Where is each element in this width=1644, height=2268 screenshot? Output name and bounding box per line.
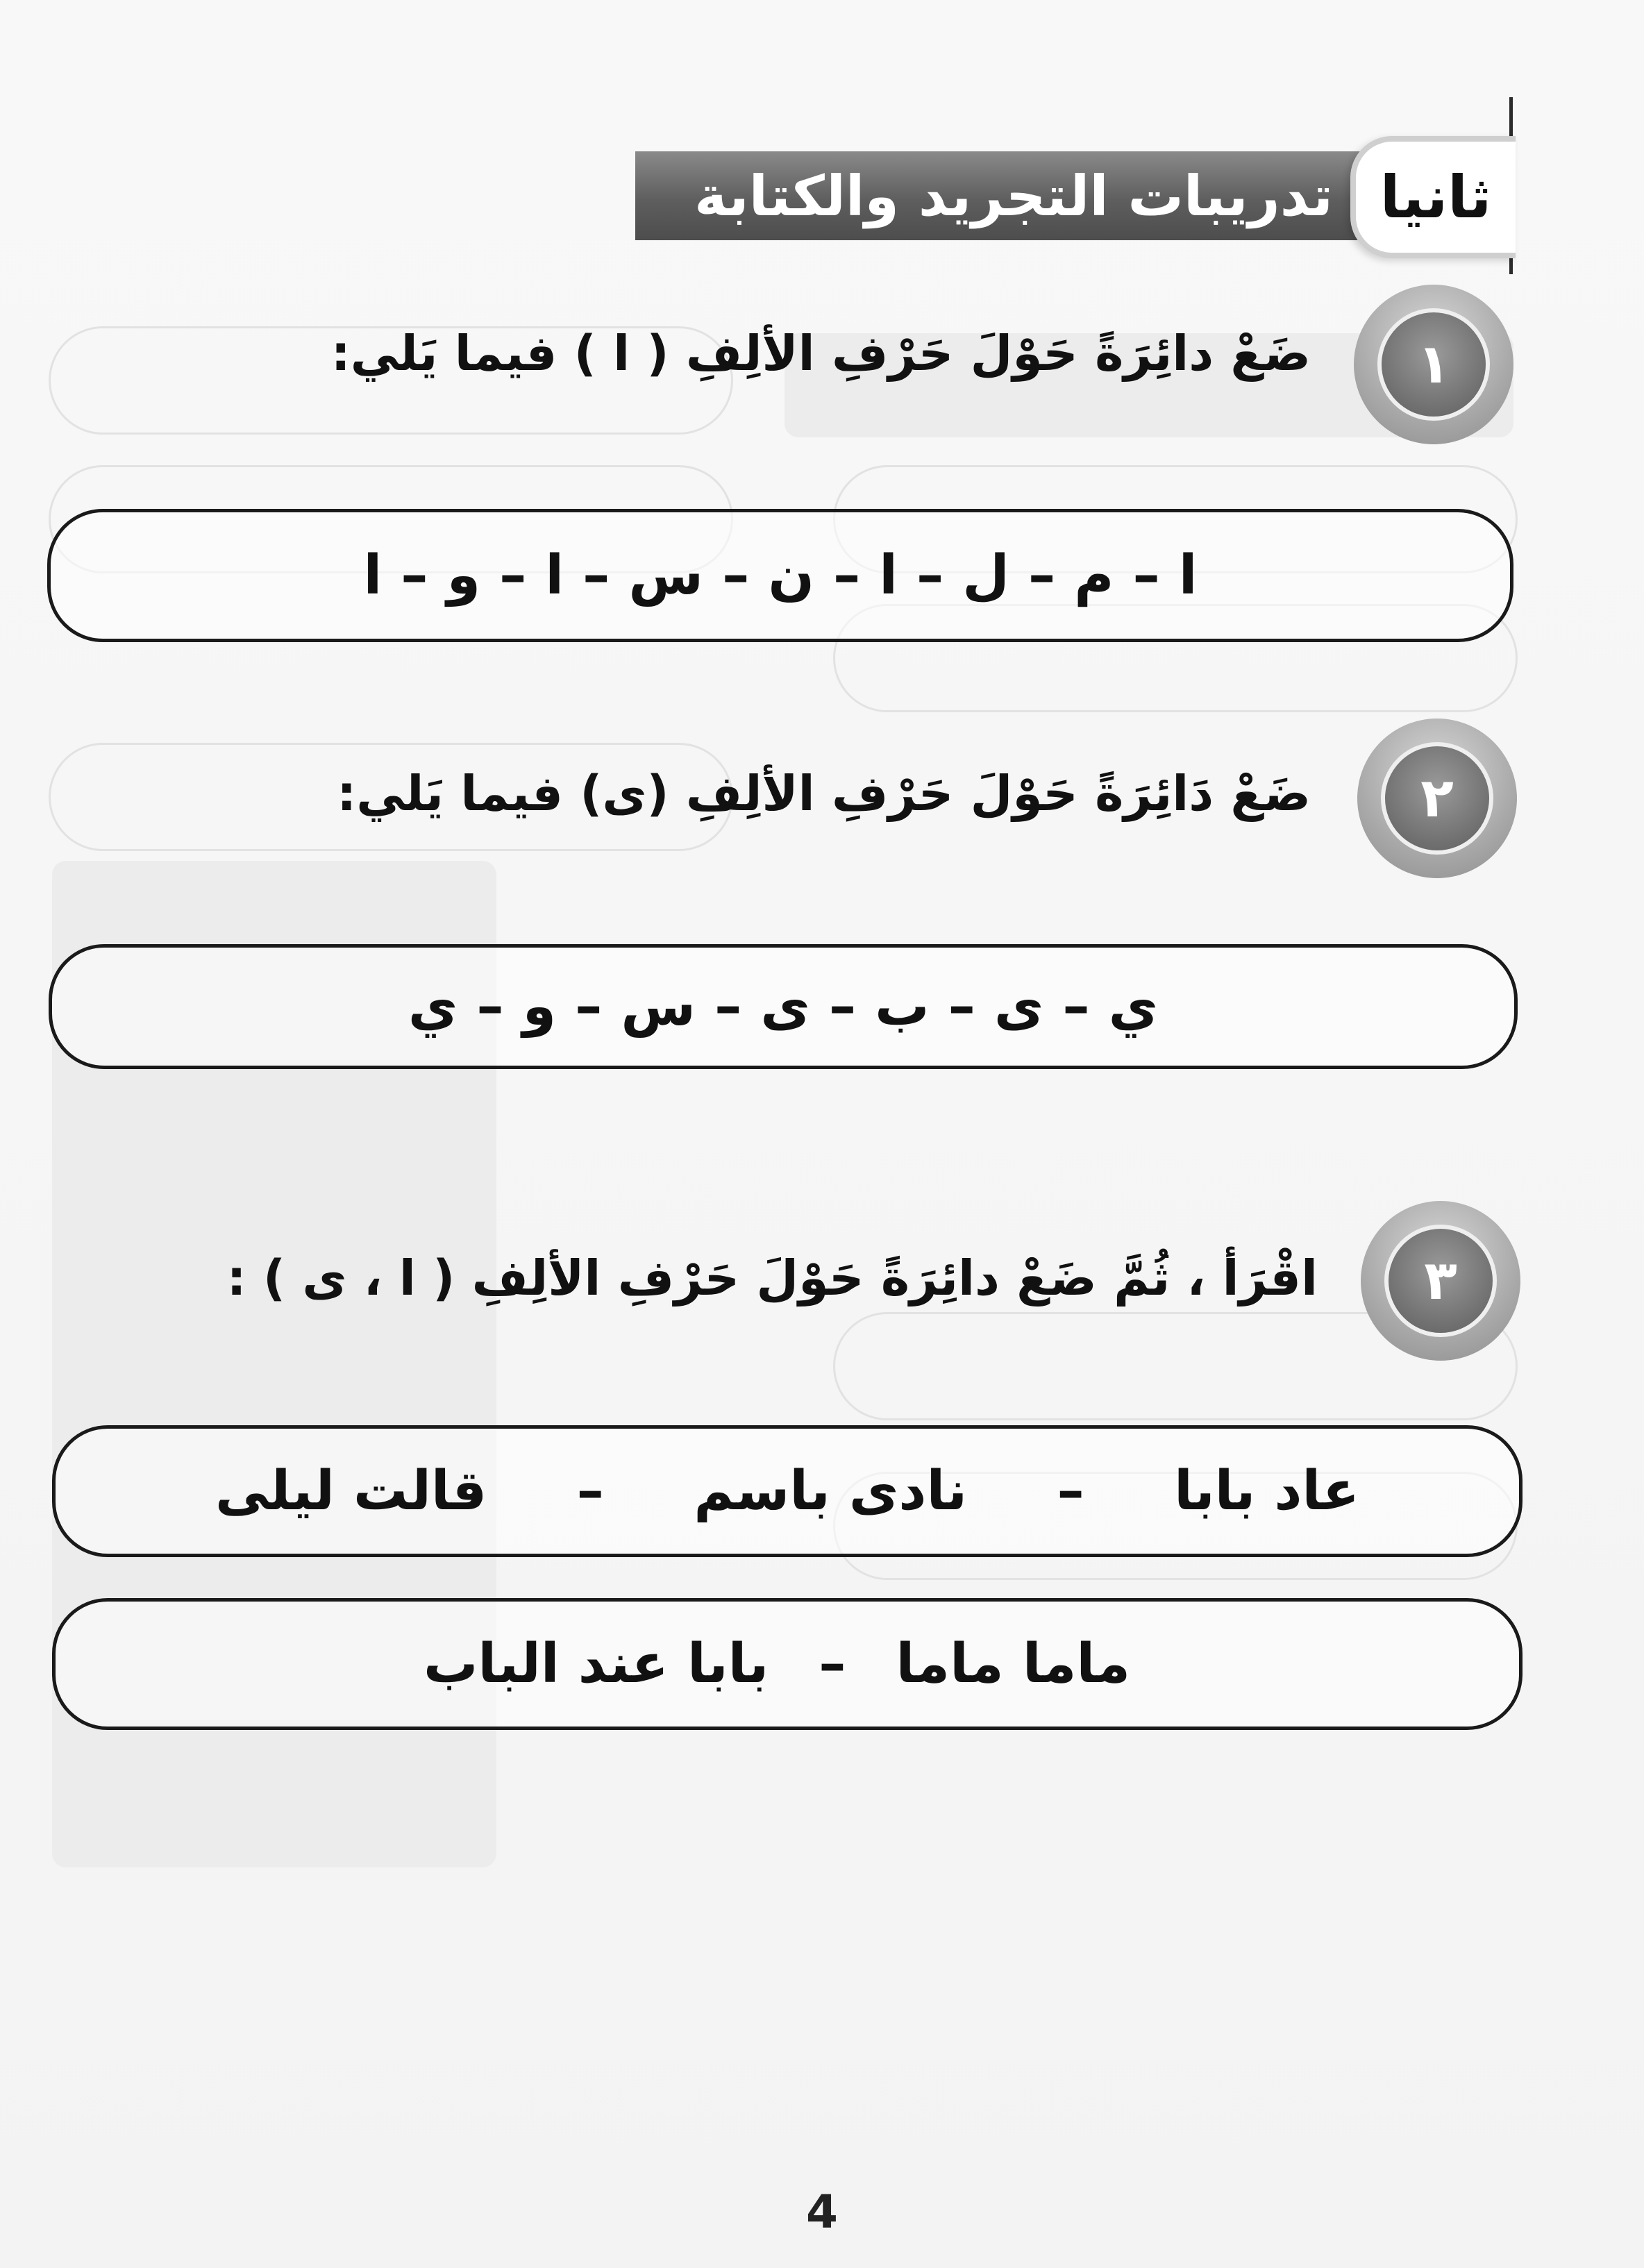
sentence-qalat-layla[interactable]: قالت ليلى — [215, 1460, 487, 1522]
sentence-separator: – — [576, 1460, 604, 1522]
exercise-1-number: ١ — [1417, 333, 1450, 396]
exercise-2-letter-box — [49, 944, 1518, 1069]
exercise-3-instruction: اقْرَأ ، ثُمَّ ضَعْ دائِرَةً حَوْلَ حَرْفِ الألِفِ ( ا ، ى ) : — [226, 1250, 1318, 1307]
exercise-3-number-badge — [1361, 1201, 1520, 1361]
sentence-baba-inda-albab[interactable]: بابا عند الباب — [423, 1633, 769, 1695]
exercise-3-number: ٣ — [1424, 1250, 1457, 1312]
exercise-3-sentence-box-2 — [52, 1598, 1523, 1730]
exercise-1-instruction: ضَعْ دائِرَةً حَوْلَ حَرْفِ الألِفِ ( ا ) فيما يَلي: — [330, 325, 1311, 382]
page-number: 4 — [806, 2185, 838, 2239]
section-tab-label: ثانيا — [1379, 163, 1492, 231]
sentence-separator: – — [819, 1633, 846, 1695]
exercise-1-number-badge — [1354, 285, 1513, 444]
exercise-2-instruction: ضَعْ دَائِرَةً حَوْلَ حَرْفِ الألِفِ (ى) فيما يَلي: — [337, 765, 1311, 822]
section-title: تدريبات التجريد والكتابة — [694, 163, 1333, 228]
section-tab — [1350, 136, 1516, 258]
sentence-mama-mama[interactable]: ماما ماما — [896, 1633, 1130, 1695]
exercise-1-letter-box — [47, 509, 1513, 642]
exercise-2-number: ٢ — [1420, 767, 1454, 830]
sentence-separator: – — [1057, 1460, 1084, 1522]
sentence-aad-baba[interactable]: عاد بابا — [1174, 1460, 1359, 1522]
exercise-2-number-badge — [1357, 719, 1517, 878]
exercise-3-sentence-box-1 — [52, 1425, 1523, 1557]
sentence-nada-basim[interactable]: نادى باسم — [694, 1460, 968, 1522]
exercise-1-letter-sequence[interactable]: ا – م – ل – ا – ن – س – ا – و – ا — [363, 544, 1198, 607]
exercise-2-letter-sequence[interactable]: ي – ى – ب – ى – س – و – ي — [408, 975, 1159, 1038]
